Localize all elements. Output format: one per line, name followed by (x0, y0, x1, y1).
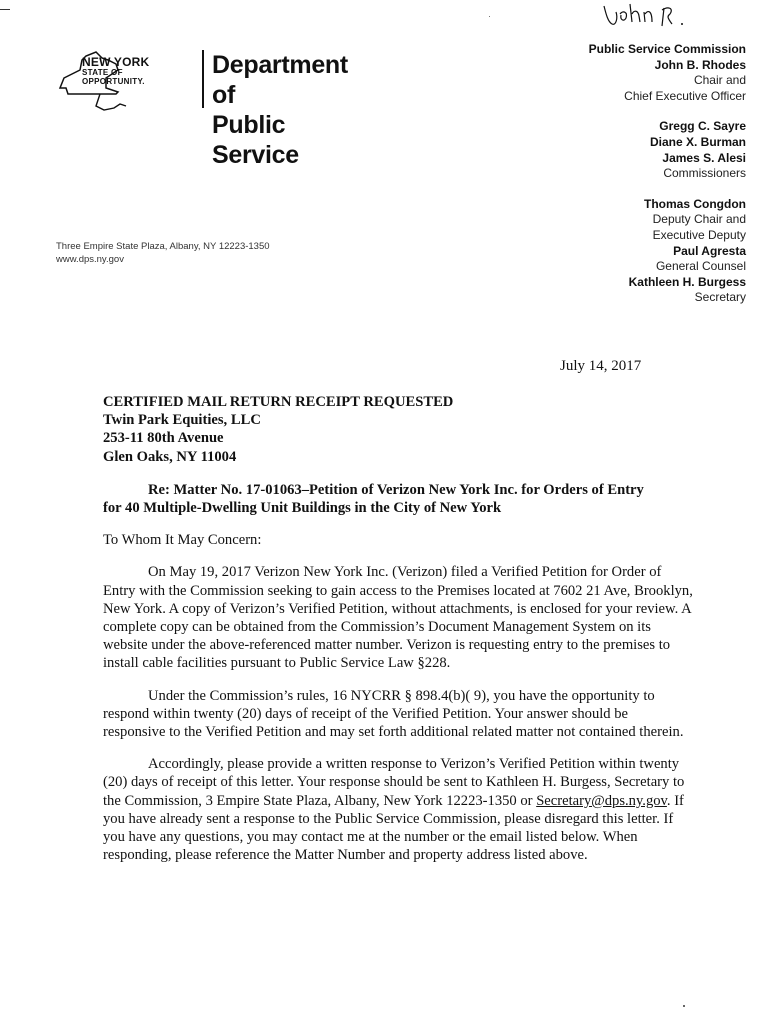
margin-mark (0, 9, 10, 10)
staff-name: Kathleen H. Burgess (628, 274, 746, 289)
paragraph-2: Under the Commission’s rules, 16 NYCRR § 898.4(b)( 9), you have the opportunity to respond within twenty (20) days of receipt of the Verified Petition. Your answer should be responsive to the Verified Petition and may set forth additional related matter not contained therein. (103, 687, 684, 741)
staff-name: Thomas Congdon (644, 196, 746, 211)
certified-mail-notice: CERTIFIED MAIL RETURN RECEIPT REQUESTED (103, 394, 454, 410)
recipient-city: Glen Oaks, NY 11004 (103, 448, 237, 465)
subject-line-1: Re: Matter No. 17-01063–Petition of Verizon New York Inc. for Orders of Entry (148, 481, 644, 498)
staff-title: Commissioners (663, 166, 746, 181)
website-line: www.dps.ny.gov (56, 254, 124, 265)
nys-wordmark (82, 56, 149, 86)
staff-title: General Counsel (655, 259, 746, 274)
paragraph-3-part-1: Accordingly, please provide a written response to Verizon’s Verified Petition within twenty (20) days of receipt of this letter. Your response should be sent to Kathleen H. Burgess, Secretary to the Commission, 3 Empire State Plaza, Albany, New York 12223-1350 or (103, 756, 685, 809)
staff-name: James S. Alesi (662, 150, 746, 165)
handwritten-initials (590, 0, 720, 34)
staff-title: Chief Executive Officer (624, 88, 746, 103)
staff-directory (589, 42, 746, 306)
opportunity-text: OPPORTUNITY. (82, 77, 145, 86)
staff-name: Gregg C. Sayre (659, 119, 746, 134)
subject-line (103, 481, 693, 517)
staff-name: John B. Rhodes (654, 57, 746, 72)
staff-title: Chair and (693, 73, 746, 88)
agency-address (56, 240, 270, 266)
secretary-email-link[interactable]: Secretary@dps.ny.gov (536, 792, 667, 809)
commission-name: Public Service Commission (588, 42, 746, 56)
department-name (212, 50, 376, 170)
staff-name: Paul Agresta (673, 243, 746, 258)
state-of-text: STATE OF (82, 68, 123, 77)
address-line: Three Empire State Plaza, Albany, NY 12223-1350 (56, 241, 270, 252)
department-name-line2: Public Service (212, 111, 299, 169)
letter-body (103, 393, 693, 864)
recipient-name: Twin Park Equities, LLC (103, 412, 261, 429)
staff-title: Secretary (694, 290, 746, 305)
logo-divider (202, 50, 204, 108)
paragraph-3-part-2: . If you have already sent a response to the Public Service Commission, please disregard this letter. If you have any questions, you may contact me at the number or the email listed below. When responding, please reference the Matter Number and property address listed above. (103, 792, 684, 864)
recipient-street: 253-11 80th Avenue (103, 430, 224, 447)
department-name-line1: Department of (212, 51, 348, 109)
scan-speck (683, 1005, 685, 1007)
subject-line-2: for 40 Multiple-Dwelling Unit Buildings in the City of New York (103, 500, 502, 517)
paragraph-3 (103, 755, 693, 864)
letter-date: July 14, 2017 (560, 358, 642, 374)
paragraph-1: On May 19, 2017 Verizon New York Inc. (Verizon) filed a Verified Petition for Order of Entry with the Commission seeking to gain access to the Premises located at 7602 21 Ave, Brooklyn, New York. A copy of Verizon’s Verified Petition, without attachments, is enclosed for your review. A complete copy can be obtained from the Commission’s Document Management System on its website under the above-referenced matter number. Verizon is requesting entry to the premises to install cable facilities pursuant to Public Service Law §228. (103, 564, 693, 672)
salutation: To Whom It May Concern: (103, 532, 262, 549)
scan-speck (489, 16, 490, 17)
staff-title: Deputy Chair and (652, 212, 746, 227)
state-name: NEW YORK (82, 55, 150, 69)
staff-name: Diane X. Burman (649, 134, 746, 149)
dps-logo (56, 48, 376, 169)
staff-title: Executive Deputy (652, 227, 746, 242)
